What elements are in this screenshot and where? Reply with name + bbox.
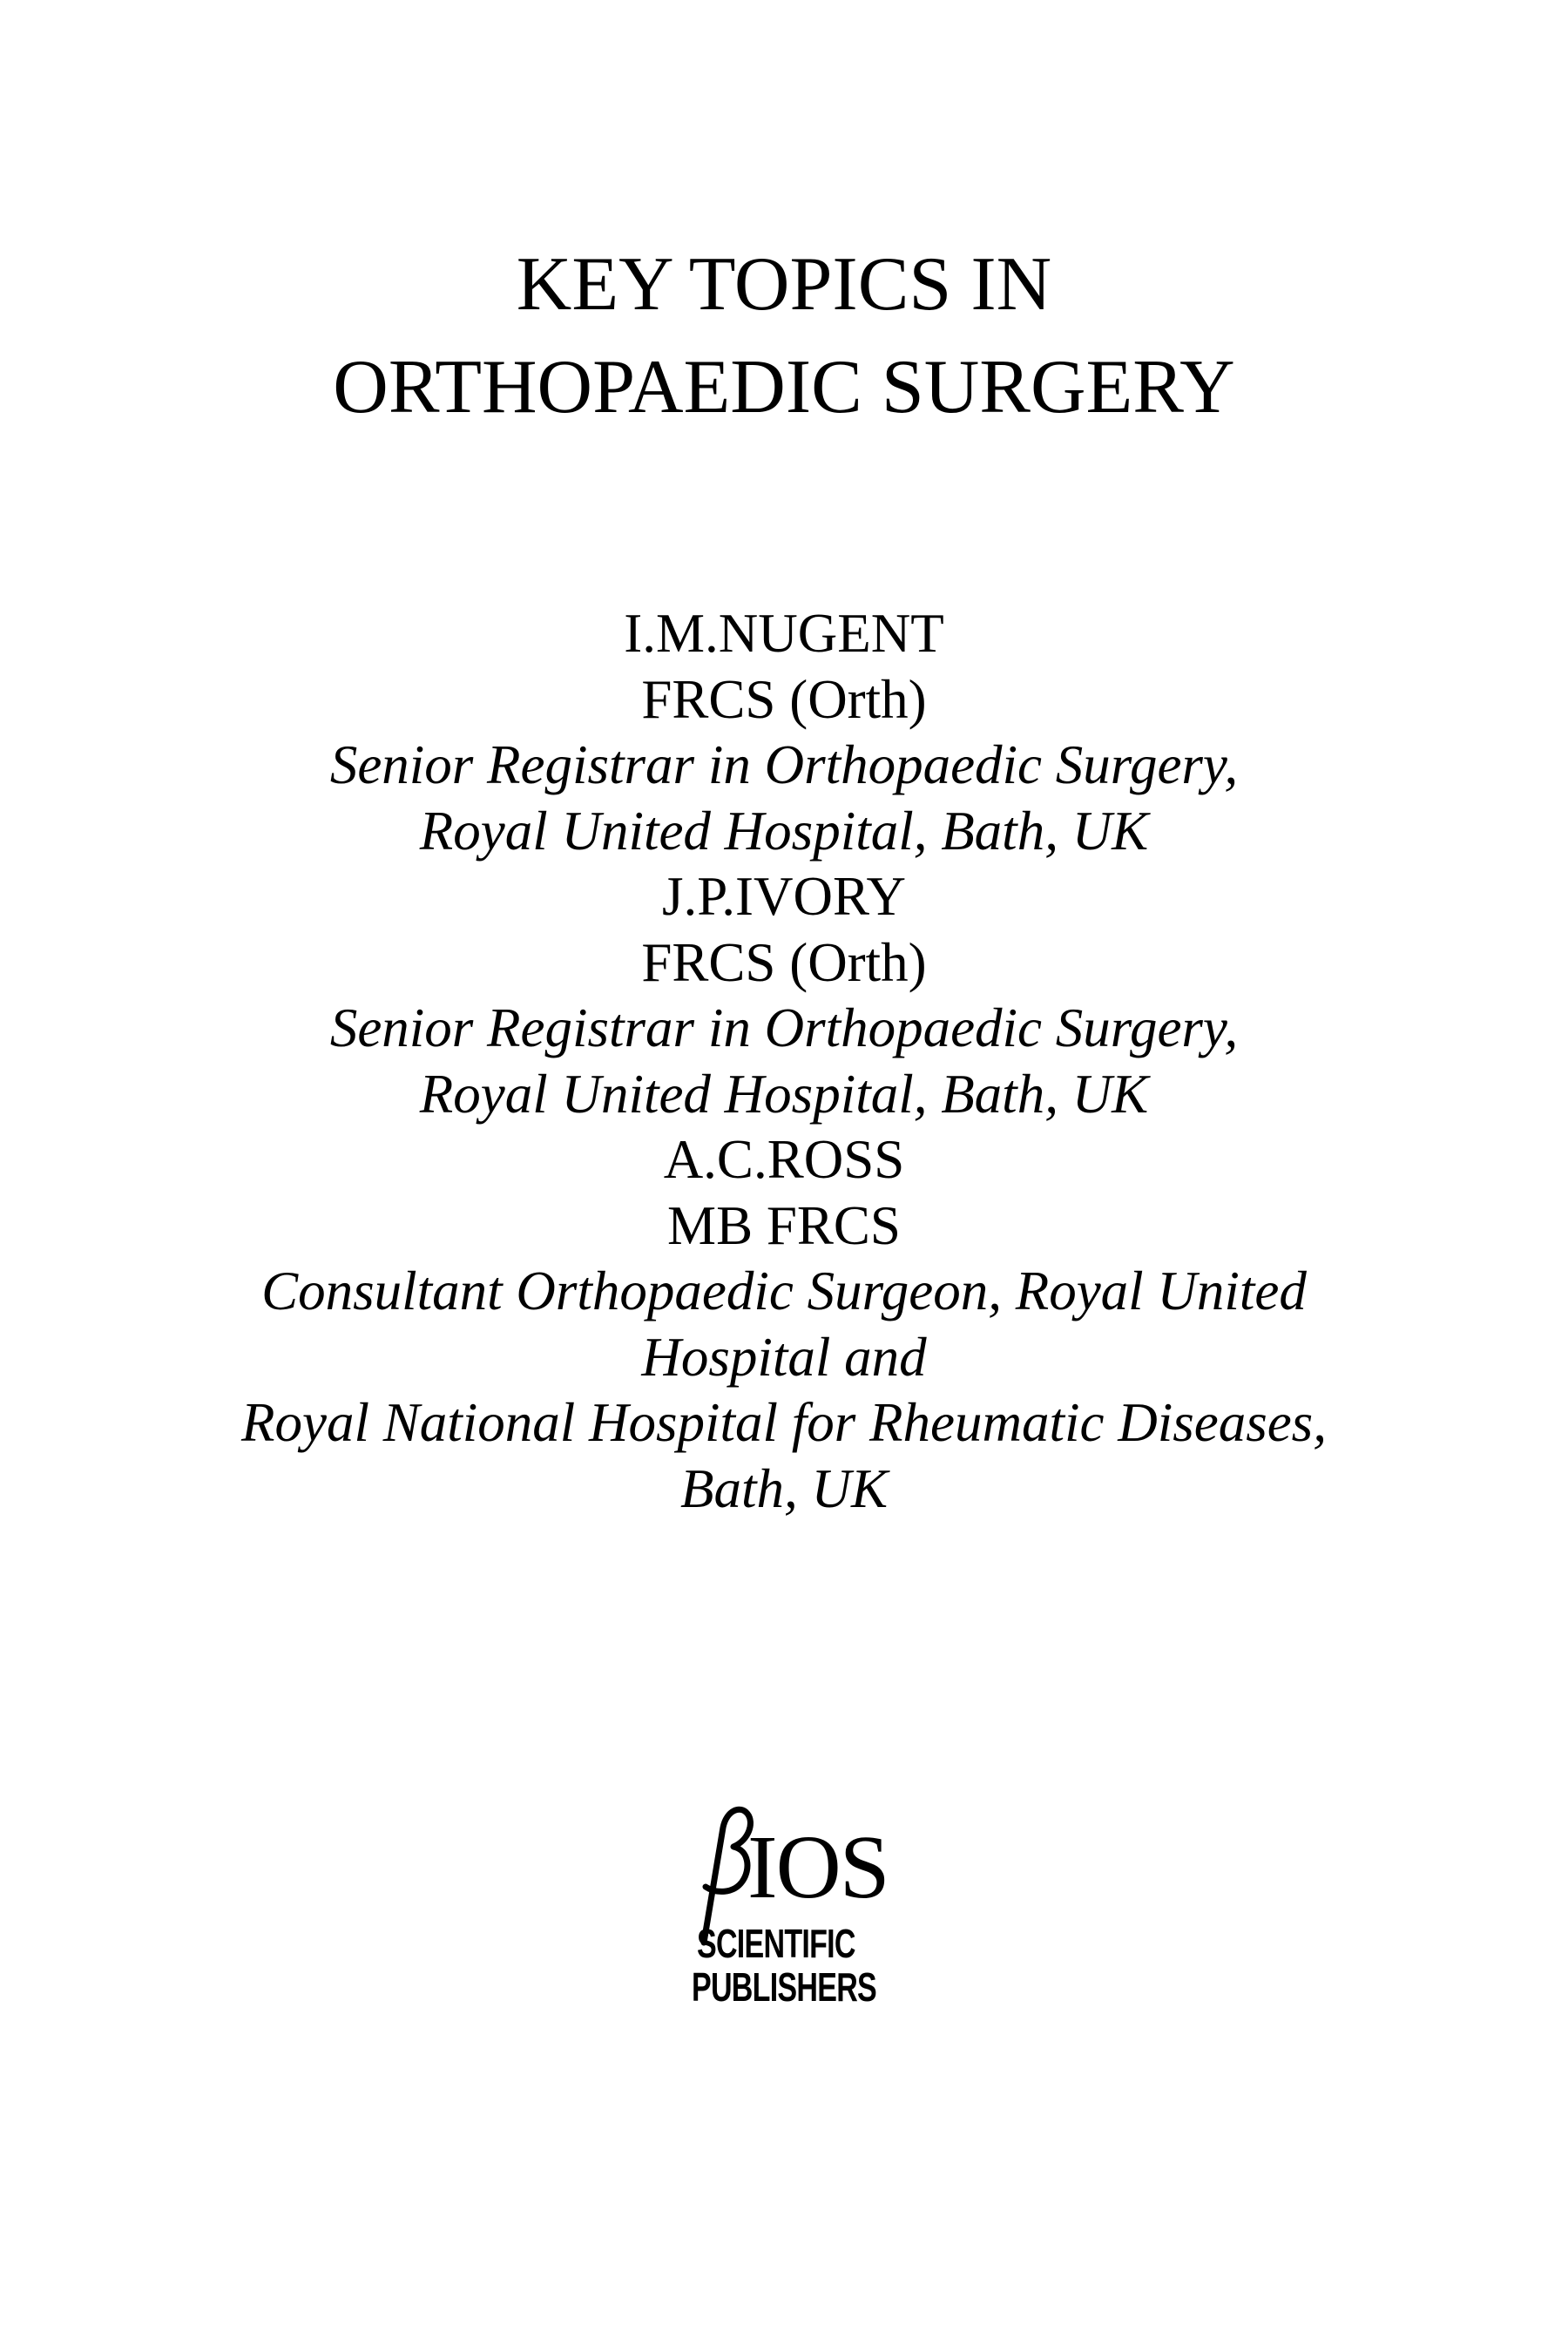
author-1-affiliation-line-1: Senior Registrar in Orthopaedic Surgery,: [329, 734, 1239, 795]
book-title-line-2: ORTHOPAEDIC SURGERY: [333, 345, 1235, 429]
publisher-logo-line-1: SCIENTIFIC: [697, 1921, 855, 1966]
author-2-affiliation-line-2: Royal United Hospital, Bath, UK: [419, 1063, 1149, 1125]
author-2-name: J.P.IVORY: [661, 866, 907, 927]
author-1-affiliation-line-2: Royal United Hospital, Bath, UK: [419, 800, 1149, 862]
publisher-logo-line-2: PUBLISHERS: [692, 1964, 876, 2010]
book-title-line-1: KEY TOPICS IN: [516, 242, 1052, 327]
author-3-affiliation-line-1: Consultant Orthopaedic Surgeon, Royal United: [261, 1260, 1307, 1321]
author-1-credentials: FRCS (Orth): [641, 668, 927, 730]
author-2-credentials: FRCS (Orth): [641, 931, 927, 993]
author-3-credentials: MB FRCS: [667, 1194, 901, 1256]
author-list: [0, 601, 1568, 1522]
publisher-logo-wordmark: IOS: [747, 1817, 889, 1917]
book-title: [0, 233, 1568, 439]
author-3-affiliation-line-3: Royal National Hospital for Rheumatic Diseases,: [241, 1392, 1327, 1453]
author-2-affiliation-line-1: Senior Registrar in Orthopaedic Surgery,: [329, 997, 1239, 1058]
publisher-logo: [685, 1777, 894, 2099]
author-3-name: A.C.ROSS: [663, 1129, 905, 1190]
author-1-name: I.M.NUGENT: [624, 603, 944, 664]
author-3-affiliation-line-2: Hospital and: [641, 1326, 927, 1388]
author-3-affiliation-line-4: Bath, UK: [679, 1457, 888, 1519]
